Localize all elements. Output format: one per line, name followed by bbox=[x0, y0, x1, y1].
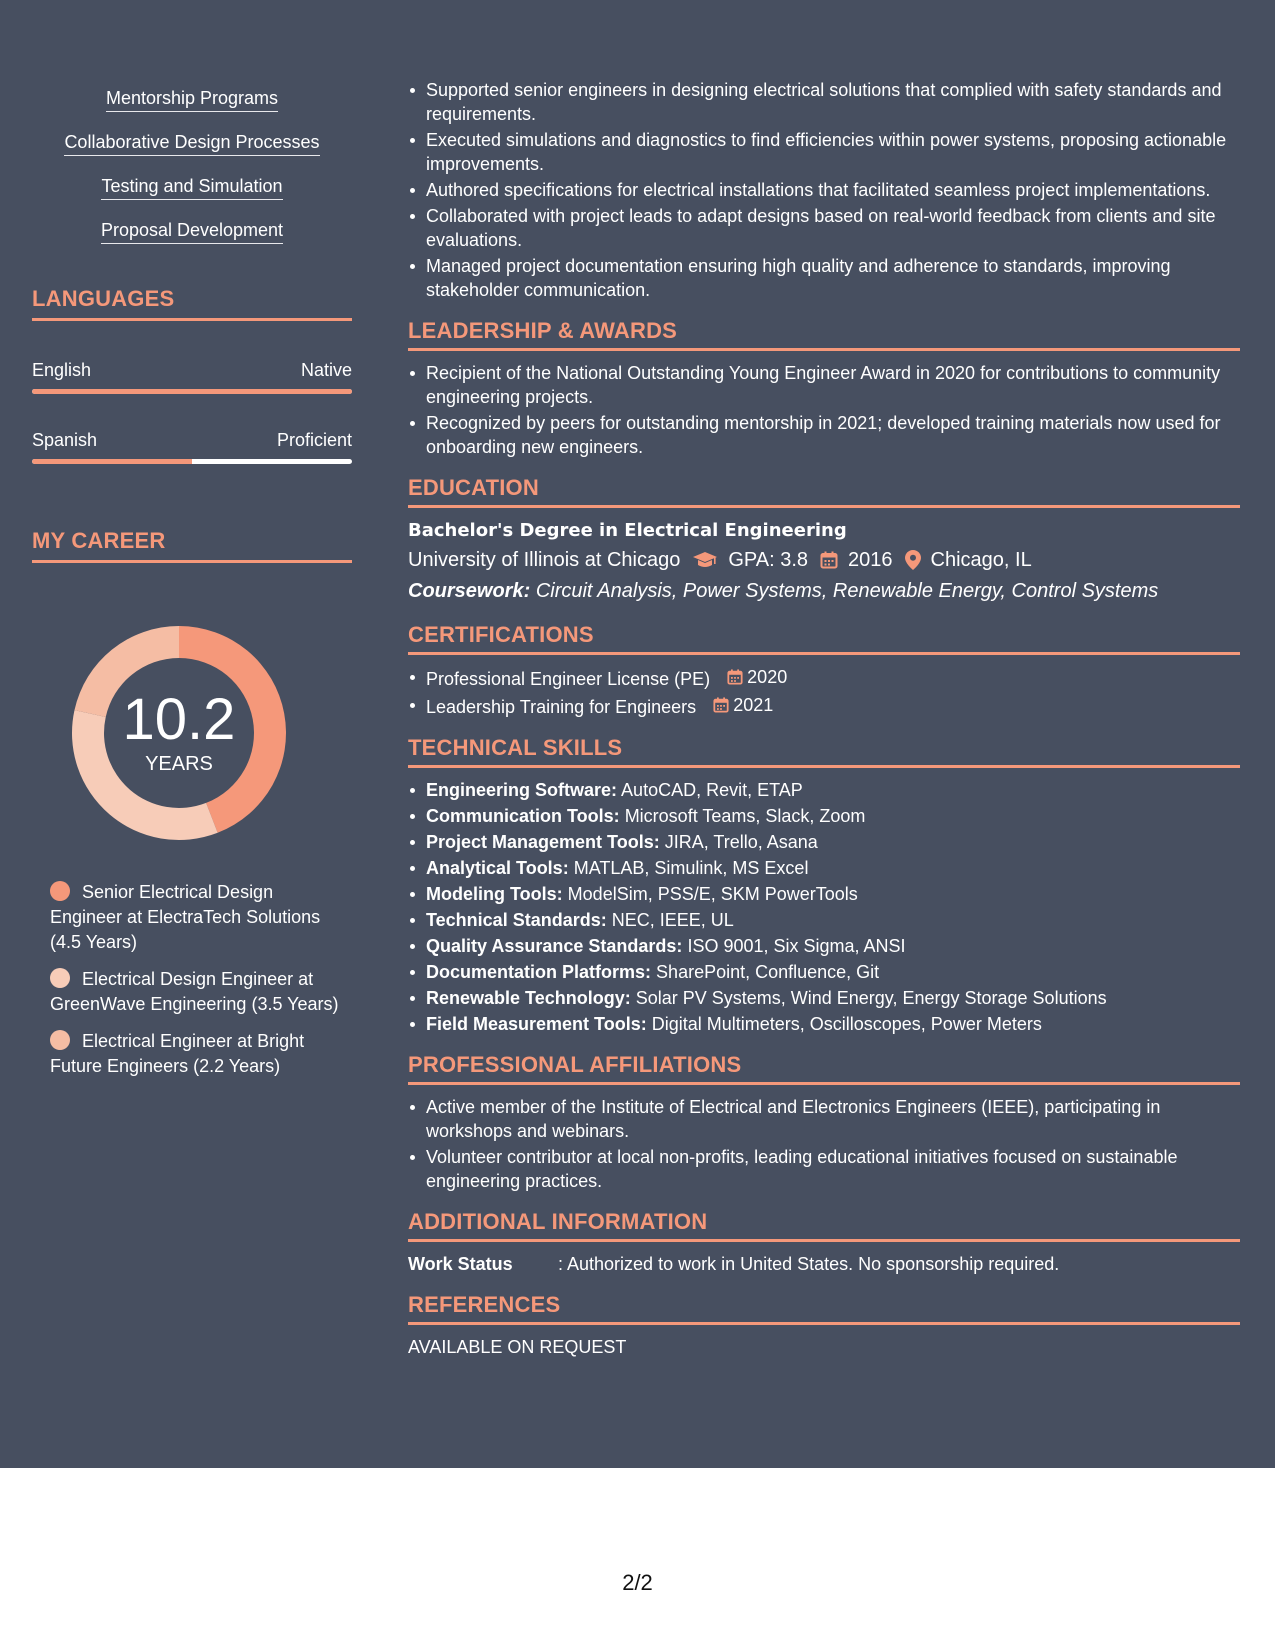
language-bar bbox=[32, 389, 352, 394]
skill-label: Engineering Software: bbox=[426, 780, 618, 800]
language-level: Proficient bbox=[276, 430, 352, 450]
skill-value: Microsoft Teams, Slack, Zoom bbox=[624, 806, 866, 826]
work-status-row bbox=[408, 1252, 1240, 1276]
career-heading: MY CAREER bbox=[32, 528, 352, 563]
skill-item bbox=[426, 934, 1240, 958]
skill-value: NEC, IEEE, UL bbox=[611, 910, 734, 930]
skill-label: Quality Assurance Standards: bbox=[426, 936, 683, 956]
skill-item bbox=[426, 882, 1240, 906]
experience-bullet: Collaborated with project leads to adapt designs based on real-world feedback from clients and site evaluations. bbox=[426, 204, 1240, 252]
language-name: English bbox=[32, 360, 92, 380]
certification-year: 2021 bbox=[733, 695, 774, 715]
skill-label: Technical Standards: bbox=[426, 910, 607, 930]
experience-bullets bbox=[408, 78, 1240, 302]
education-heading: EDUCATION bbox=[408, 475, 1240, 508]
skill-item bbox=[426, 856, 1240, 880]
technical-skills-heading: TECHNICAL SKILLS bbox=[408, 735, 1240, 768]
legend-dot-icon bbox=[50, 881, 70, 901]
language-row bbox=[32, 428, 352, 452]
certification-date bbox=[713, 693, 773, 717]
certifications-list bbox=[408, 665, 1240, 719]
references-heading: REFERENCES bbox=[408, 1292, 1240, 1325]
certification-date bbox=[727, 665, 787, 689]
skill-label: Analytical Tools: bbox=[426, 858, 569, 878]
language-bar bbox=[32, 459, 352, 464]
skill-item bbox=[426, 960, 1240, 984]
experience-bullet: Managed project documentation ensuring high quality and adherence to standards, improving stakeholder communication. bbox=[426, 254, 1240, 302]
career-legend-label: Senior Electrical Design Engineer at ElectraTech Solutions (4.5 Years) bbox=[50, 882, 321, 952]
skill-label: Project Management Tools: bbox=[426, 832, 660, 852]
career-legend-item bbox=[50, 1029, 350, 1079]
experience-bullet: Supported senior engineers in designing electrical solutions that complied with safety standards and requirements. bbox=[426, 78, 1240, 126]
skill-link: Proposal Development bbox=[101, 218, 283, 244]
career-legend-label: Electrical Design Engineer at GreenWave Engineering (3.5 Years) bbox=[50, 969, 339, 1014]
skill-value: MATLAB, Simulink, MS Excel bbox=[573, 858, 809, 878]
work-status-label: Work Status bbox=[408, 1254, 513, 1274]
education-coursework bbox=[408, 576, 1240, 606]
certification-name: Professional Engineer License (PE) bbox=[426, 669, 711, 689]
skill-item bbox=[426, 778, 1240, 802]
certification-item bbox=[426, 693, 1240, 719]
skill-link: Mentorship Programs bbox=[106, 86, 278, 112]
skill-label: Field Measurement Tools: bbox=[426, 1014, 647, 1034]
references-text: AVAILABLE ON REQUEST bbox=[408, 1337, 627, 1357]
education-details bbox=[408, 544, 1240, 576]
skill-item bbox=[426, 804, 1240, 828]
location-pin-icon bbox=[905, 550, 921, 570]
education-gpa: GPA: 3.8 bbox=[728, 549, 809, 571]
coursework-label: Coursework: bbox=[408, 580, 531, 602]
skill-label: Communication Tools: bbox=[426, 806, 620, 826]
technical-skills-list bbox=[408, 778, 1240, 1036]
certifications-heading: CERTIFICATIONS bbox=[408, 622, 1240, 655]
education-year: 2016 bbox=[848, 549, 893, 571]
skill-label: Renewable Technology: bbox=[426, 988, 631, 1008]
skill-value: AutoCAD, Revit, ETAP bbox=[621, 780, 803, 800]
career-total-unit: YEARS bbox=[145, 753, 213, 775]
languages-heading: LANGUAGES bbox=[32, 286, 352, 321]
skill-links bbox=[32, 86, 352, 262]
career-legend-label: Electrical Engineer at Bright Future Engineers (2.2 Years) bbox=[50, 1031, 305, 1076]
skill-link: Testing and Simulation bbox=[101, 174, 282, 200]
leadership-heading: LEADERSHIP & AWARDS bbox=[408, 318, 1240, 351]
main-content bbox=[408, 78, 1240, 1359]
skill-item bbox=[426, 986, 1240, 1010]
certification-item bbox=[426, 665, 1240, 691]
skill-value: Solar PV Systems, Wind Energy, Energy Storage Solutions bbox=[635, 988, 1107, 1008]
education-location: Chicago, IL bbox=[930, 549, 1032, 571]
career-total-value: 10.2 bbox=[122, 687, 236, 752]
additional-info-heading: ADDITIONAL INFORMATION bbox=[408, 1209, 1240, 1242]
language-level: Native bbox=[300, 360, 352, 380]
leadership-item: Recipient of the National Outstanding Young Engineer Award in 2020 for contributions to community engineering projects. bbox=[426, 361, 1240, 409]
skill-item bbox=[426, 830, 1240, 854]
skill-label: Documentation Platforms: bbox=[426, 962, 652, 982]
affiliation-item: Active member of the Institute of Electrical and Electronics Engineers (IEEE), participating in workshops and webinars. bbox=[426, 1095, 1240, 1143]
affiliations-list bbox=[408, 1095, 1240, 1193]
legend-dot-icon bbox=[50, 1030, 70, 1050]
affiliation-item: Volunteer contributor at local non-profits, leading educational initiatives focused on sustainable engineering practices. bbox=[426, 1145, 1240, 1193]
calendar-icon bbox=[820, 551, 838, 569]
education-school: University of Illinois at Chicago bbox=[408, 549, 681, 571]
calendar-icon bbox=[713, 697, 729, 713]
career-total bbox=[66, 620, 292, 846]
certification-name: Leadership Training for Engineers bbox=[426, 697, 697, 717]
skill-value: ModelSim, PSS/E, SKM PowerTools bbox=[567, 884, 858, 904]
language-name: Spanish bbox=[32, 430, 98, 450]
page-number: 2/2 bbox=[622, 1570, 653, 1595]
legend-dot-icon bbox=[50, 968, 70, 988]
experience-bullet: Executed simulations and diagnostics to find efficiencies within power systems, proposing actionable improvements. bbox=[426, 128, 1240, 176]
graduation-cap-icon bbox=[692, 551, 718, 569]
leadership-list bbox=[408, 361, 1240, 459]
skill-value: ISO 9001, Six Sigma, ANSI bbox=[687, 936, 906, 956]
language-row bbox=[32, 358, 352, 382]
coursework-value: Circuit Analysis, Power Systems, Renewable Energy, Control Systems bbox=[535, 580, 1159, 602]
affiliations-heading: PROFESSIONAL AFFILIATIONS bbox=[408, 1052, 1240, 1085]
skill-item bbox=[426, 908, 1240, 932]
language-bar-fill bbox=[32, 459, 192, 464]
work-status-value: : Authorized to work in United States. No sponsorship required. bbox=[558, 1254, 1060, 1274]
language-bar-fill bbox=[32, 389, 352, 394]
skill-value: Digital Multimeters, Oscilloscopes, Power Meters bbox=[651, 1014, 1042, 1034]
experience-bullet: Authored specifications for electrical installations that facilitated seamless project implementations. bbox=[426, 178, 1240, 202]
calendar-icon bbox=[727, 669, 743, 685]
education-degree: Bachelor's Degree in Electrical Engineering bbox=[408, 520, 847, 541]
career-legend-item bbox=[50, 880, 350, 955]
skill-link: Collaborative Design Processes bbox=[64, 130, 319, 156]
skill-label: Modeling Tools: bbox=[426, 884, 563, 904]
career-legend-item bbox=[50, 967, 350, 1017]
career-legend bbox=[50, 880, 350, 1091]
skill-item bbox=[426, 1012, 1240, 1036]
skill-value: SharePoint, Confluence, Git bbox=[656, 962, 880, 982]
skill-value: JIRA, Trello, Asana bbox=[664, 832, 818, 852]
certification-year: 2020 bbox=[747, 667, 788, 687]
leadership-item: Recognized by peers for outstanding mentorship in 2021; developed training materials now used for onboarding new engineers. bbox=[426, 411, 1240, 459]
career-donut bbox=[66, 620, 292, 846]
